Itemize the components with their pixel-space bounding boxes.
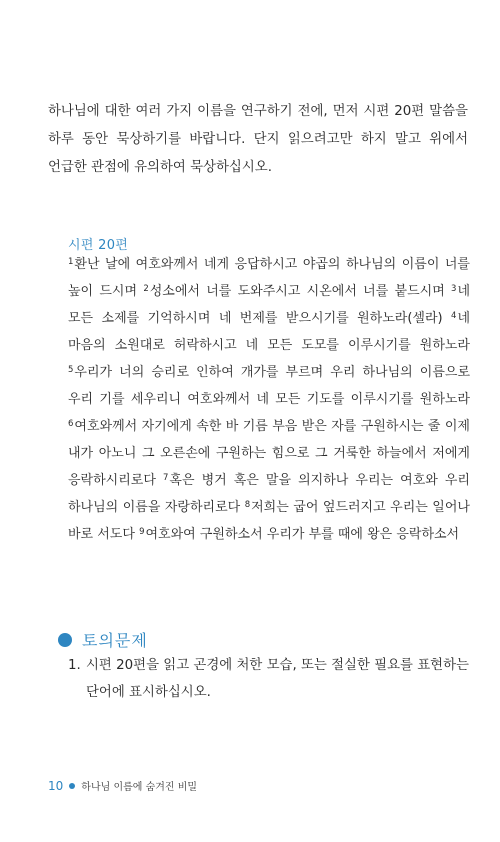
- verse-number: 6: [68, 419, 74, 429]
- verse-number: 9: [139, 527, 145, 537]
- verse-number: 1: [68, 257, 74, 267]
- discussion-header: [58, 628, 148, 651]
- verse-text: 네 모든 소제를 기억하시며 네 번제를 받으시기를 원하노라(셀라): [68, 284, 470, 326]
- page-footer: [48, 778, 197, 793]
- verse-text: 성소에서 너를 도와주시고 시온에서 너를 붙드시며: [149, 284, 452, 299]
- psalm-title: 시편 20편: [68, 238, 129, 253]
- psalm-body: [68, 251, 470, 548]
- verse-text: 환난 날에 여호와께서 네게 응답하시고 야곱의 하나님의 이름이 너를 높이 드시며: [68, 257, 470, 299]
- question-text: 시편 20편을 읽고 곤경에 처한 모습, 또는 절실한 필요를 표현하는 단어에 표시하십시오.: [86, 658, 469, 700]
- verse-text: 우리가 너의 승리로 인하여 개가를 부르며 우리 하나님의 이름으로 우리 기를 세우리니 여호와께서 네 모든 기도를 이루시기를 원하노라: [68, 365, 470, 407]
- verse-text: 혹은 병거 혹은 말을 의지하나 우리는 여호와 우리 하나님의 이름을 자랑하리로다: [68, 473, 470, 515]
- verse-text: 저희는 굽어 엎드러지고 우리는 일어나 바로 서도다: [68, 500, 470, 542]
- footer-dot-icon: [69, 783, 75, 789]
- verse-number: 7: [162, 473, 169, 483]
- question-number: 1.: [68, 658, 81, 673]
- intro-text: 하나님에 대한 여러 가지 이름을 연구하기 전에, 먼저 시편 20편 말씀을 하루 동안 묵상하기를 바랍니다. 단지 읽으려고만 하지 말고 위에서 언급한 관점에 유의하여 묵상하십시오.: [48, 104, 468, 175]
- verse-number: 5: [68, 365, 74, 375]
- verse-text: 여호와께서 자기에게 속한 바 기름 부음 받은 자를 구원하시는 줄 이제 내가 아노니 그 오른손에 구원하는 힘으로 그 거룩한 하늘에서 저에게 응락하시리로다: [68, 419, 470, 488]
- verse-number: 4: [451, 311, 457, 321]
- verse-text: 여호와여 구원하소서 우리가 부를 때에 왕은 응락하소서: [145, 527, 460, 542]
- discussion-title: 토의문제: [82, 631, 148, 650]
- verse-number: 8: [244, 500, 251, 510]
- intro-paragraph: [48, 98, 468, 182]
- book-title: 하나님 이름에 숨겨진 비밀: [81, 782, 198, 793]
- question-item: [68, 652, 470, 706]
- page-number: 10: [48, 778, 64, 793]
- verse-number: 3: [451, 284, 457, 294]
- bullet-icon: [58, 633, 72, 647]
- verse-text: 네 마음의 소원대로 허락하시고 네 모든 도모를 이루시기를 원하노라: [68, 311, 470, 353]
- verse-number: 2: [143, 284, 149, 294]
